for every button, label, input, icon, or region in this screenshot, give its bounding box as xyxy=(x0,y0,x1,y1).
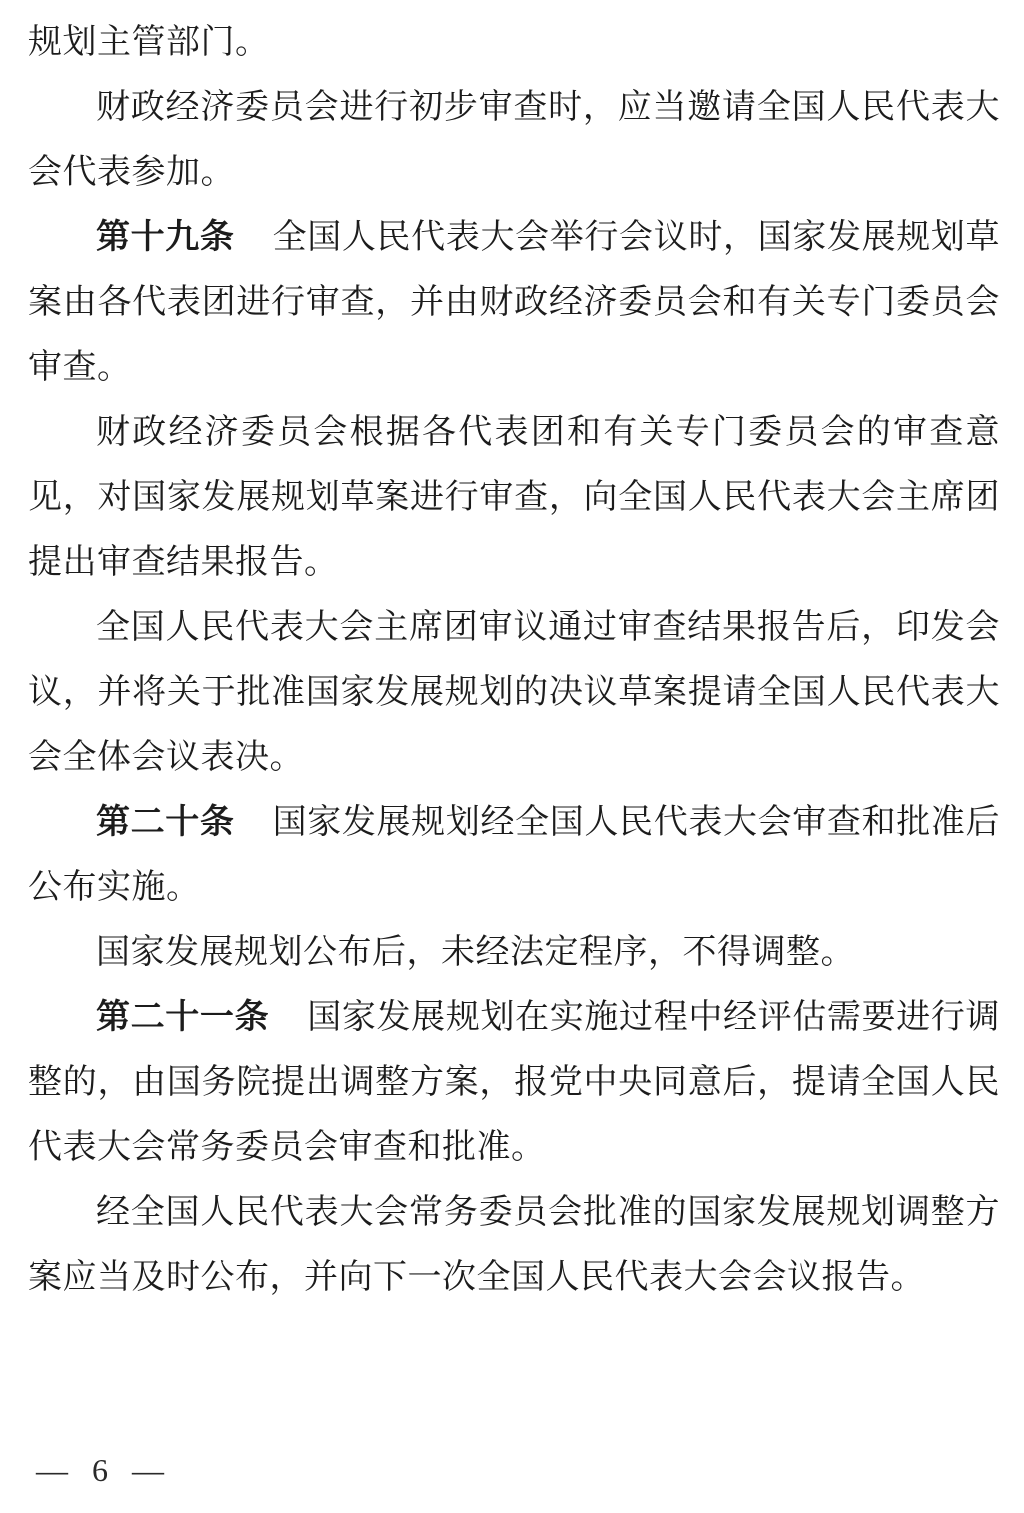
paragraph-text: 全国人民代表大会举行会议时，国家发展规划草案由各代表团进行审查，并由财政经济委员会和有关专门委员会审查。 xyxy=(28,219,1001,386)
paragraph-text: 规划主管部门。 xyxy=(28,24,270,61)
paragraph-text: 财政经济委员会根据各代表团和有关专门委员会的审查意见，对国家发展规划草案进行审查，向全国人民代表大会主席团提出审查结果报告。 xyxy=(28,414,1000,581)
paragraph-continuation xyxy=(28,10,1000,75)
document-page-body xyxy=(28,10,1000,1310)
paragraph-text: 国家发展规划公布后，未经法定程序，不得调整。 xyxy=(96,934,855,971)
paragraph-text: 国家发展规划在实施过程中经评估需要进行调整的，由国务院提出调整方案，报党中央同意后，提请全国人民代表大会常务委员会审查和批准。 xyxy=(28,999,1001,1166)
paragraph-text: 财政经济委员会进行初步审查时，应当邀请全国人民代表大会代表参加。 xyxy=(28,89,1000,191)
article-19-paragraph xyxy=(28,205,1000,400)
paragraph-text: 全国人民代表大会主席团审议通过审查结果报告后，印发会议，并将关于批准国家发展规划的决议草案提请全国人民代表大会全体会议表决。 xyxy=(28,609,1000,776)
paragraph xyxy=(28,1180,1000,1310)
paragraph xyxy=(28,75,1000,205)
article-21-paragraph xyxy=(28,985,1000,1180)
paragraph xyxy=(28,400,1000,595)
article-number: 第二十一条 xyxy=(96,998,270,1036)
article-20-paragraph xyxy=(28,790,1000,920)
article-number: 第二十条 xyxy=(96,803,235,841)
paragraph xyxy=(28,595,1000,790)
paragraph-text: 经全国人民代表大会常务委员会批准的国家发展规划调整方案应当及时公布，并向下一次全国人民代表大会会议报告。 xyxy=(28,1194,1000,1296)
page-number: — 6 — xyxy=(36,1452,165,1488)
paragraph-text: 国家发展规划经全国人民代表大会审查和批准后公布实施。 xyxy=(28,804,1001,906)
article-number: 第十九条 xyxy=(96,218,235,256)
paragraph xyxy=(28,920,1000,985)
